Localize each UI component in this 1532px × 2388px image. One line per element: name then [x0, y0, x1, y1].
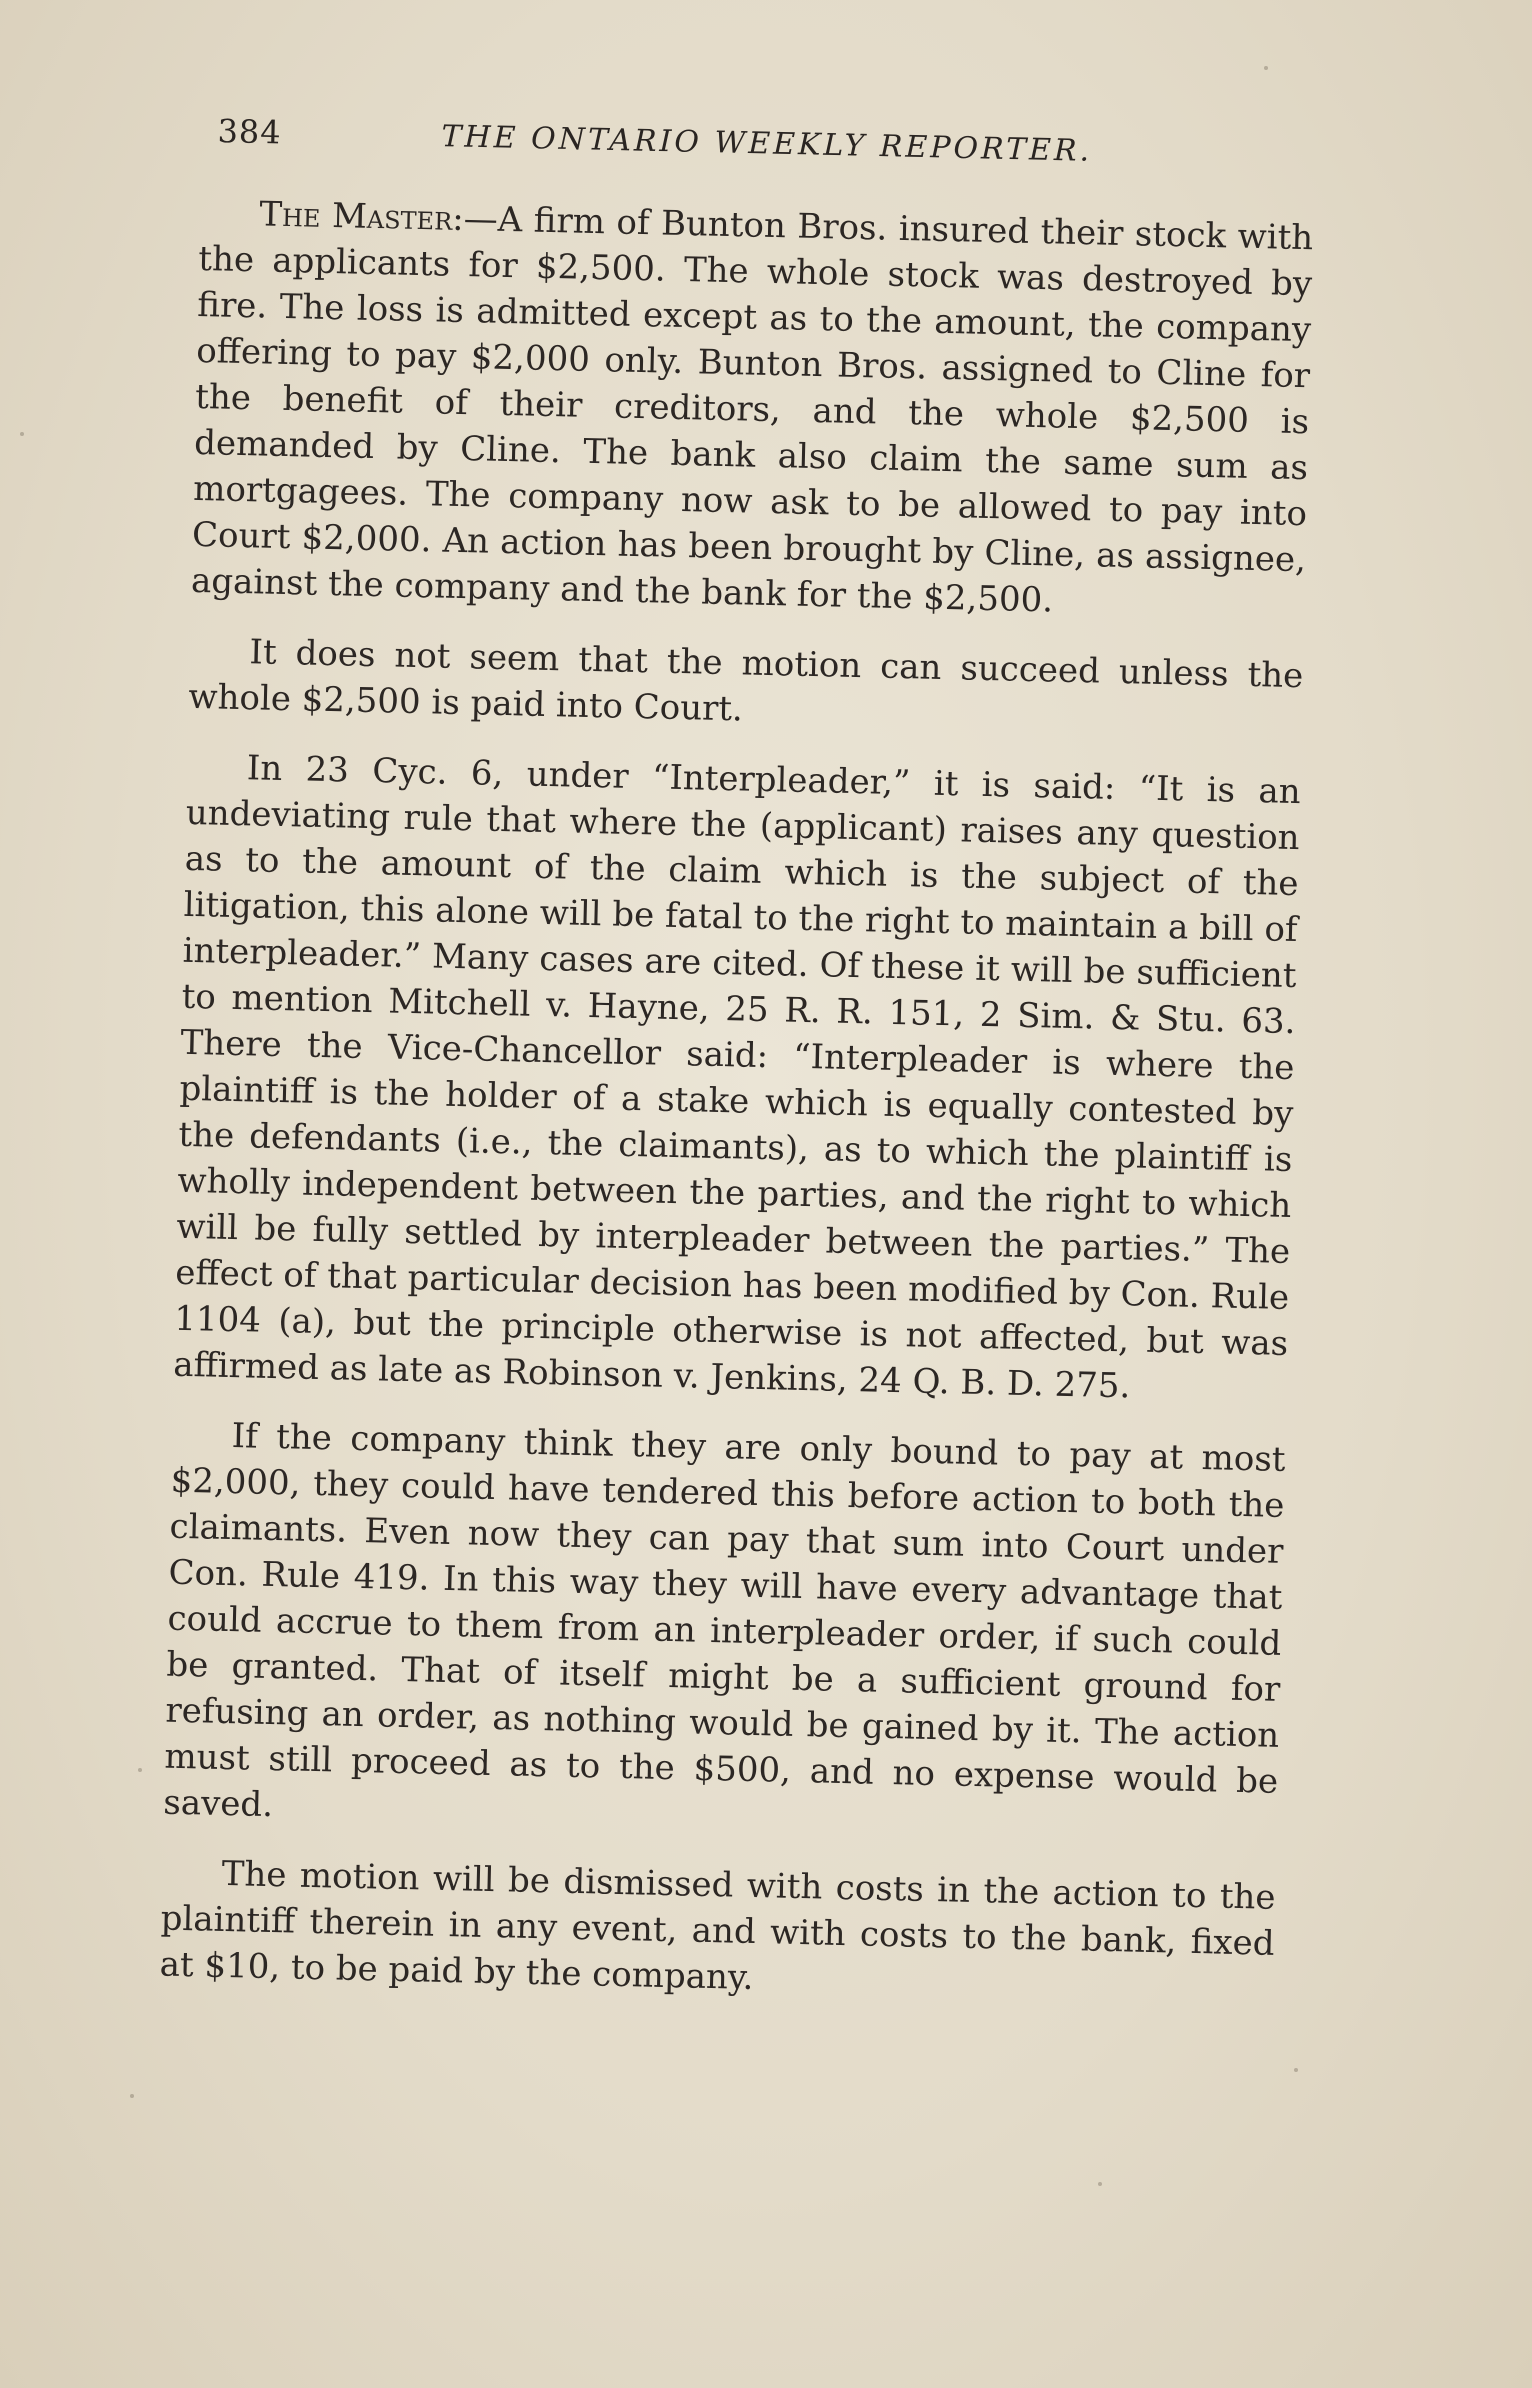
running-title: THE ONTARIO WEEKLY REPORTER. [441, 119, 1093, 169]
paragraph-1 [191, 190, 1314, 629]
speaker-label: The Master: [259, 194, 465, 239]
page-header [217, 112, 1118, 188]
paper-speck [130, 2094, 134, 2098]
paper-speck [138, 1768, 142, 1772]
paper-speck [1098, 2182, 1102, 2186]
paper-speck [1294, 2068, 1298, 2072]
paragraph-4: If the company think they are only bound to pay at most $2,000, they could have tendered this before action to both the claimants. Even now they can pay that sum into Court under Con. Rule 419. In this way they will have every advantage that could accrue to them from an interpleader order, if such could be granted. That of itself might be a sufficient ground for refusing an order, as nothing would be gained by it. The action must still proceed as to the $500, and no expense would be saved. [162, 1416, 1286, 1826]
paragraph-text: —A firm of Bunton Bros. insured their stock with the applicants for $2,500. The whole stock was destroyed by fire. The loss is admitted except as to the amount, the company offering to pay $2,000 only. Bunton Bros. assigned to Cline for the benefit of their creditors, and the whole $2,500 is demanded by Cline. The bank also claim the same sum as mortgagees. The company now ask to be allowed to pay into Court $2,000. An action has been brought by Cline, as assignee, against the company and the bank for the $2,500. [190, 198, 1314, 621]
paragraph-2: It does not seem that the motion can succeed unless the whole $2,500 is paid into Court. [188, 632, 1304, 730]
paper-speck [20, 432, 24, 436]
paper-speck [1264, 66, 1268, 70]
page-number: 384 [217, 112, 283, 152]
paragraph-3: In 23 Cyc. 6, under “Interpleader,” it is said: “It is an undeviating rule that where the (applicant) raises any question as to the amount of the claim which is the subject of the litigation, this alone will be fatal to the right to maintain a bill of interpleader.” Many cases are cited. Of these it will be sufficient to mention Mitchell v. Hayne, 25 R. R. 151, 2 Sim. & Stu. 63. There the Vice-Chancellor said: “Interpleader is where the plaintiff is the holder of a stake which is equally contested by the defendants (i.e., the claimants), as to which the plaintiff is wholly independent between the parties, and the right to which will be fully settled by interpleader between the parties.” The effect of that particular decision has been modified by Con. Rule 1104 (a), but the principle otherwise is not affected, but was affirmed as late as Robinson v. Jenkins, 24 Q. B. D. 275. [172, 748, 1302, 1407]
body-text [159, 190, 1314, 2037]
paragraph-5: The motion will be dismissed with costs in the action to the plaintiff therein in any event, and with costs to the bank, fixed at $10, to be paid by the company. [159, 1853, 1276, 1999]
